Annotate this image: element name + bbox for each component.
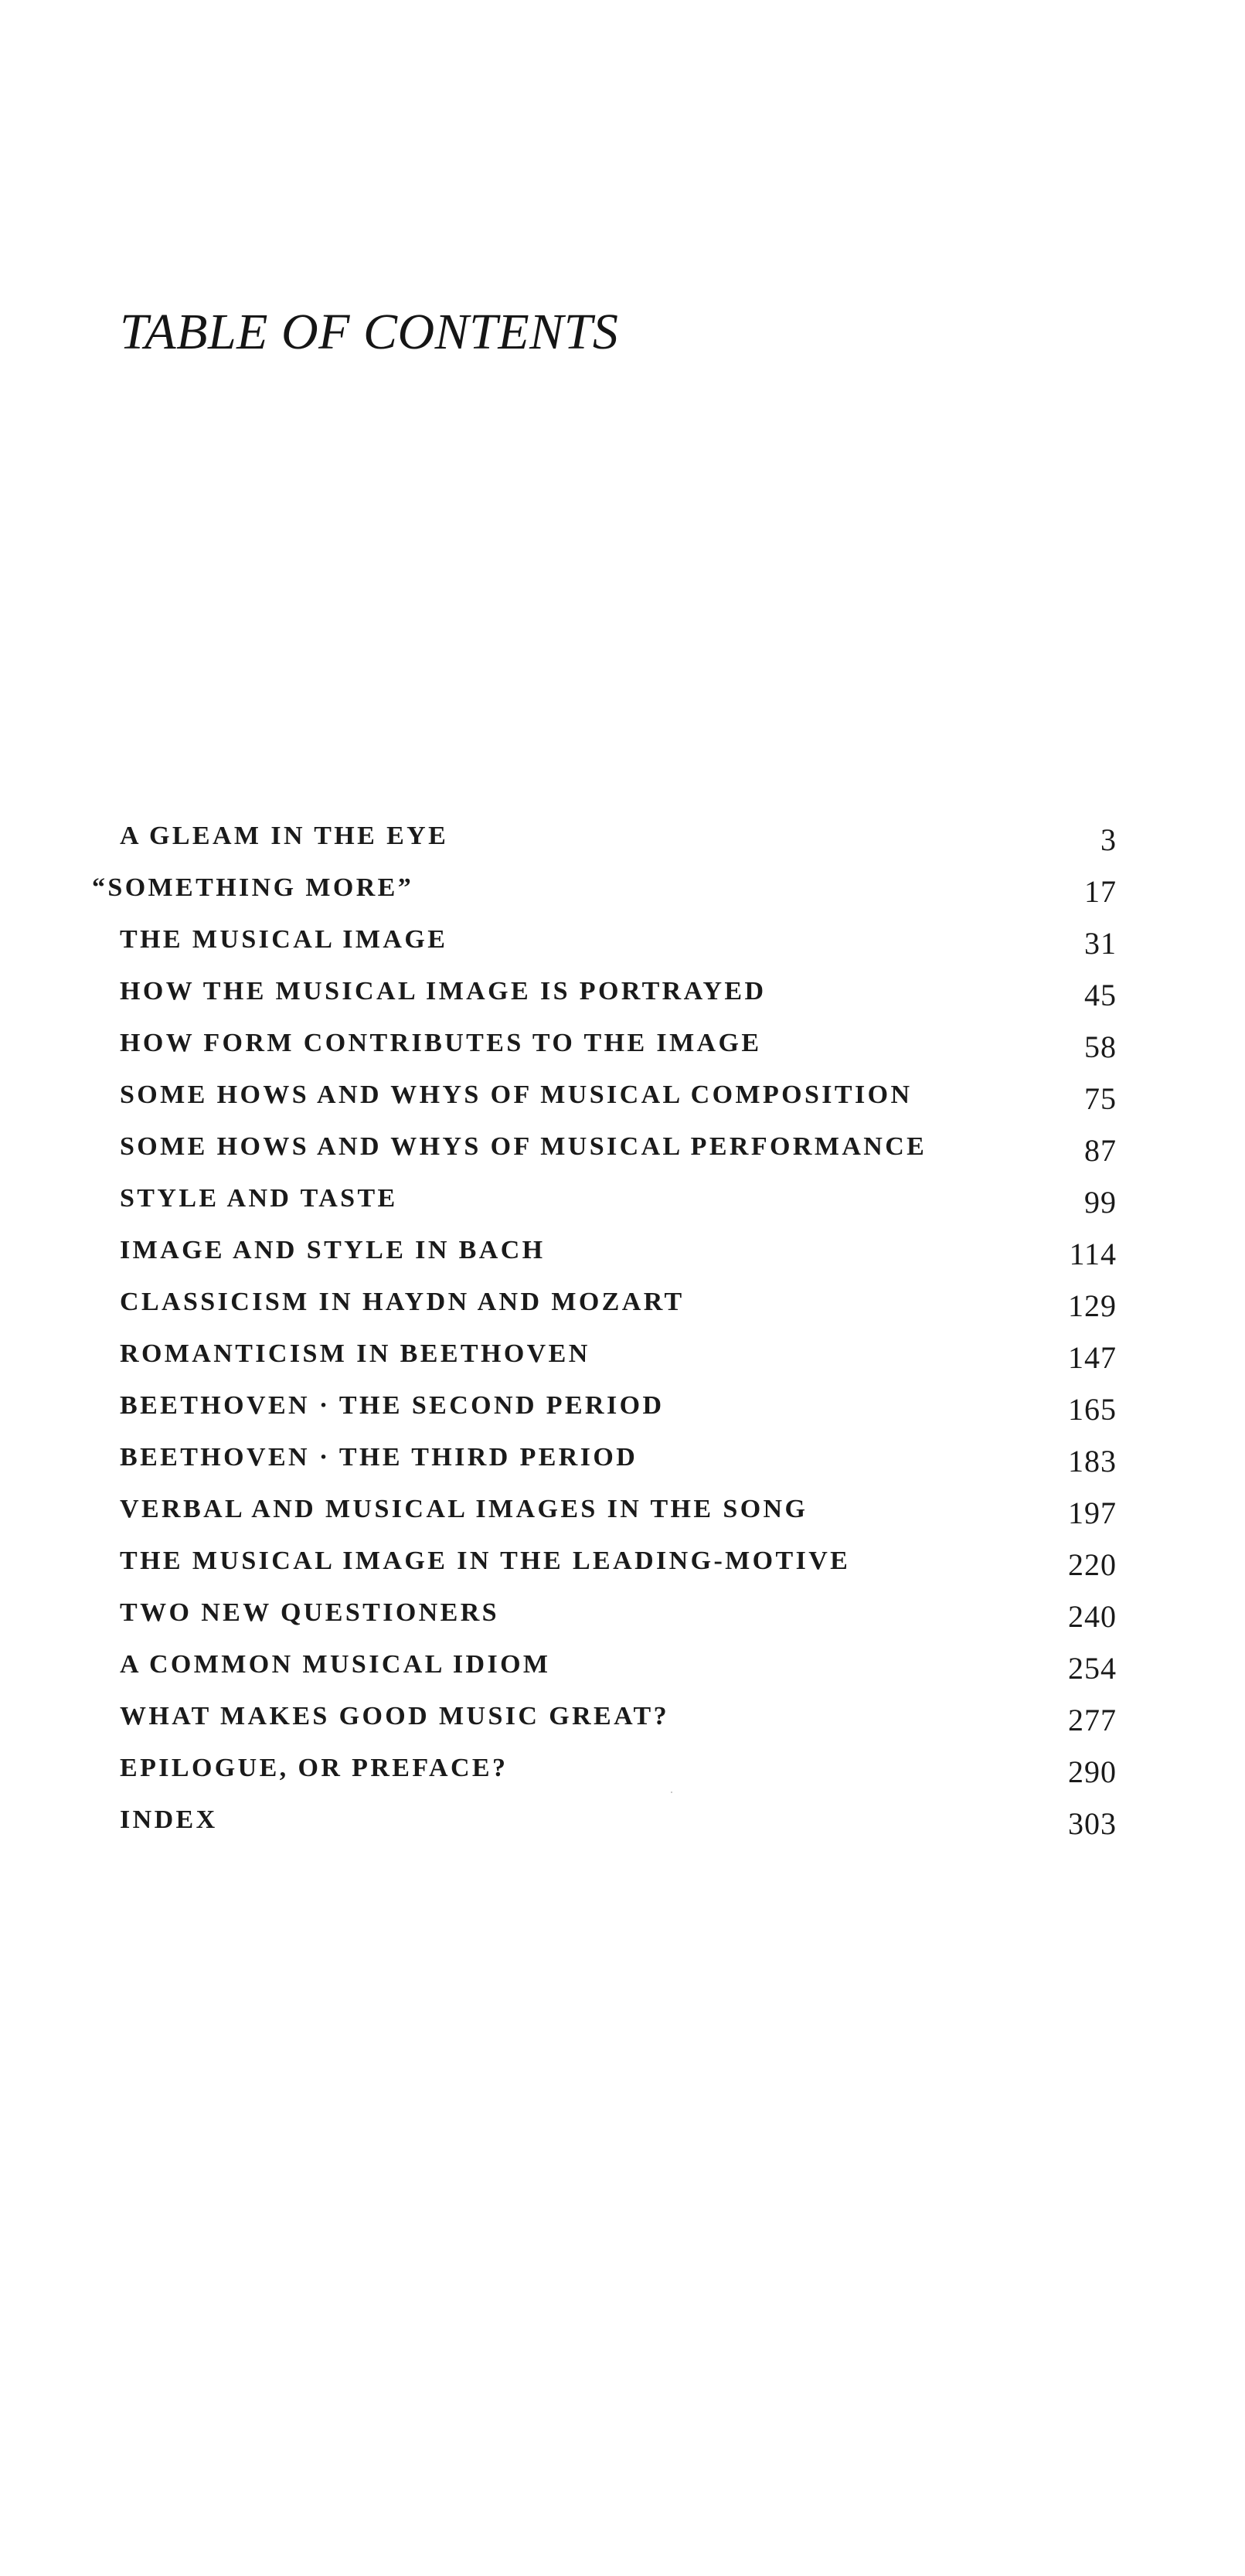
toc-entry [120, 1178, 1117, 1230]
toc-entry-page: 45 [1084, 978, 1117, 1012]
toc-entry-page: 87 [1084, 1133, 1117, 1168]
toc-entry [120, 1023, 1117, 1074]
toc-entry [120, 1281, 1117, 1333]
toc-entry-page: 165 [1068, 1392, 1117, 1427]
toc-entry-title: VERBAL AND MUSICAL IMAGES IN THE SONG [120, 1495, 808, 1523]
toc-entry-page: 99 [1084, 1185, 1117, 1220]
toc-entry [120, 1644, 1117, 1696]
toc-entry-title: A COMMON MUSICAL IDIOM [120, 1650, 551, 1679]
toc-entry-page: 220 [1068, 1547, 1117, 1582]
toc-entry-title: INDEX [120, 1805, 218, 1834]
toc-entry [120, 1540, 1117, 1592]
toc-entry [120, 1696, 1117, 1747]
toc-entry-title: CLASSICISM IN HAYDN AND MOZART [120, 1288, 685, 1316]
toc-entry-title: EPILOGUE, OR PREFACE? [120, 1754, 509, 1782]
toc-entry-page: 58 [1084, 1029, 1117, 1064]
toc-entry-page: 197 [1068, 1496, 1117, 1530]
scan-speck [671, 1792, 672, 1793]
toc-entry-page: 129 [1068, 1288, 1117, 1323]
toc-entry-page: 114 [1069, 1237, 1117, 1271]
toc-entry-title: A GLEAM IN THE EYE [120, 822, 449, 850]
toc-entry [120, 1437, 1117, 1489]
toc-entry-page: 17 [1084, 874, 1117, 909]
toc-entry [120, 1126, 1117, 1178]
toc-entry [120, 1799, 1117, 1851]
toc-entry-title: WHAT MAKES GOOD MUSIC GREAT? [120, 1702, 670, 1730]
toc-entry [120, 1747, 1117, 1799]
toc-entry-title: HOW THE MUSICAL IMAGE IS PORTRAYED [120, 977, 767, 1006]
toc-entry-page: 147 [1068, 1340, 1117, 1375]
toc-entry-page: 303 [1068, 1806, 1117, 1841]
toc-entry-page: 254 [1068, 1651, 1117, 1686]
toc-entry-title: ROMANTICISM IN BEETHOVEN [120, 1339, 590, 1368]
toc-entry [120, 1230, 1117, 1281]
toc-entry-title: STYLE AND TASTE [120, 1184, 398, 1213]
toc-entry [120, 1074, 1117, 1126]
toc-entry-title: BEETHOVEN · THE THIRD PERIOD [120, 1443, 638, 1472]
toc-entry-page: 75 [1084, 1081, 1117, 1116]
toc-entry-page: 3 [1100, 822, 1117, 857]
toc-entry-title: BEETHOVEN · THE SECOND PERIOD [120, 1391, 665, 1420]
toc-entry [120, 919, 1117, 971]
toc-entry [120, 815, 1117, 867]
toc-entry-title: SOME HOWS AND WHYS OF MUSICAL COMPOSITION [120, 1080, 913, 1109]
toc-entry-page: 183 [1068, 1444, 1117, 1479]
toc-entry-title: THE MUSICAL IMAGE IN THE LEADING-MOTIVE [120, 1547, 851, 1575]
toc-entry-page: 240 [1068, 1599, 1117, 1634]
toc-entry [120, 971, 1117, 1023]
toc-entry-title: IMAGE AND STYLE IN BACH [120, 1236, 546, 1264]
toc-entry-page: 31 [1084, 926, 1117, 961]
toc-entry [120, 1489, 1117, 1540]
toc-entry [120, 1333, 1117, 1385]
toc-entry-title: HOW FORM CONTRIBUTES TO THE IMAGE [120, 1029, 762, 1057]
toc-entry-page: 277 [1068, 1703, 1117, 1737]
page-title: TABLE OF CONTENTS [120, 304, 619, 360]
toc-entry [92, 867, 1117, 919]
toc-entry [120, 1592, 1117, 1644]
toc-entry-title: SOME HOWS AND WHYS OF MUSICAL PERFORMANCE [120, 1132, 927, 1161]
toc-entry-title: THE MUSICAL IMAGE [120, 925, 448, 954]
toc-entry-title: “SOMETHING MORE” [92, 873, 414, 902]
table-of-contents [92, 815, 1117, 1851]
toc-entry-title: TWO NEW QUESTIONERS [120, 1598, 499, 1627]
toc-entry-page: 290 [1068, 1754, 1117, 1789]
toc-entry [120, 1385, 1117, 1437]
